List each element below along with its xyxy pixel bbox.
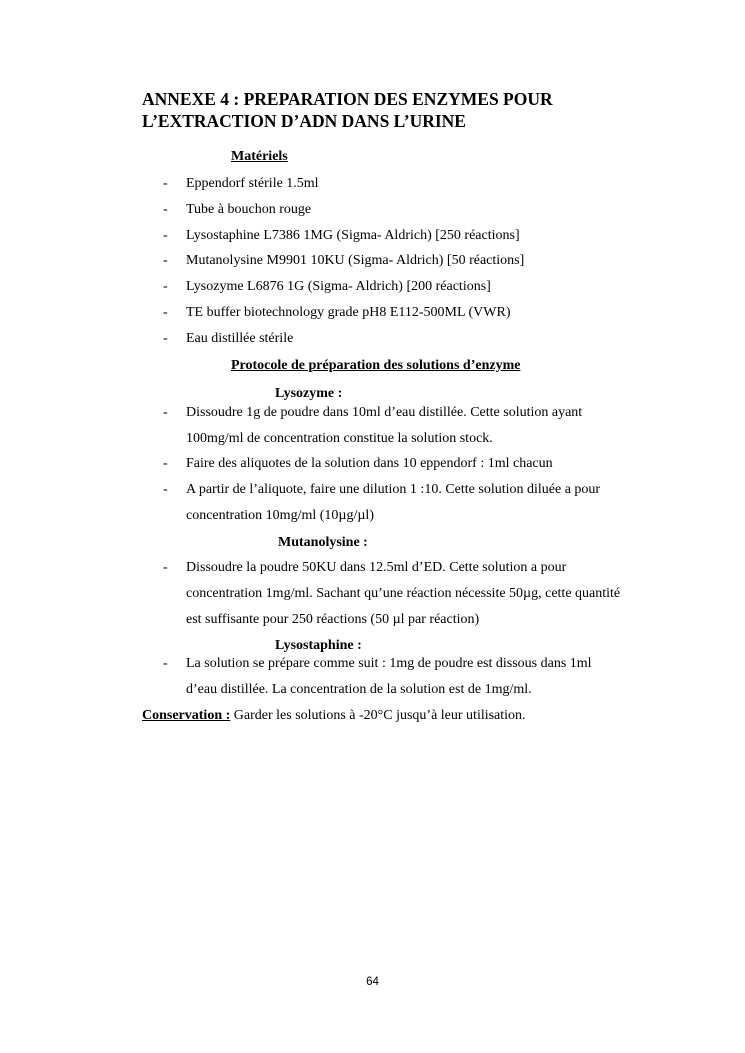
materials-heading: Matériels	[231, 149, 288, 164]
conservation-note	[142, 703, 526, 729]
page-number: 64	[366, 976, 379, 988]
step-text: Dissoudre 1g de poudre dans 10ml d’eau distillée. Cette solution ayant	[186, 405, 583, 420]
bullet-dash: -	[163, 279, 168, 294]
lysozyme-heading: Lysozyme :	[275, 386, 343, 401]
bullet-dash: -	[163, 405, 168, 420]
conservation-label: Conservation :	[142, 708, 231, 723]
conservation-text: Garder les solutions à -20°C jusqu’à leur utilisation.	[230, 708, 526, 723]
lysostaphine-heading: Lysostaphine :	[275, 638, 362, 653]
protocol-heading: Protocole de préparation des solutions d’enzyme	[231, 358, 521, 373]
bullet-dash: -	[163, 331, 168, 346]
materials-item-text: TE buffer biotechnology grade pH8 E112-500ML (VWR)	[186, 305, 511, 320]
bullet-dash: -	[163, 253, 168, 268]
step-text: Faire des aliquotes de la solution dans 10 eppendorf : 1ml chacun	[186, 456, 553, 471]
annex-title-line-2: L’EXTRACTION D’ADN DANS L’URINE	[142, 111, 466, 131]
step-continuation: est suffisante pour 250 réactions (50 µl par réaction)	[186, 612, 480, 627]
bullet-dash: -	[163, 456, 168, 471]
mutanolysine-heading: Mutanolysine :	[278, 535, 368, 550]
step-text: A partir de l’aliquote, faire une dilution 1 :10. Cette solution diluée a pour	[186, 482, 601, 497]
bullet-dash: -	[163, 202, 168, 217]
bullet-dash: -	[163, 656, 168, 671]
step-continuation: d’eau distillée. La concentration de la solution est de 1mg/ml.	[186, 682, 532, 697]
materials-item-text: Lysozyme L6876 1G (Sigma- Aldrich) [200 réactions]	[186, 279, 491, 294]
bullet-dash: -	[163, 482, 168, 497]
bullet-dash: -	[163, 176, 168, 191]
materials-item-text: Eppendorf stérile 1.5ml	[186, 176, 319, 191]
step-continuation: concentration 1mg/ml. Sachant qu’une réaction nécessite 50µg, cette quantité	[186, 586, 621, 601]
annex-title-line-1: ANNEXE 4 : PREPARATION DES ENZYMES POUR	[142, 89, 553, 109]
step-text: La solution se prépare comme suit : 1mg de poudre est dissous dans 1ml	[186, 656, 592, 671]
bullet-dash: -	[163, 305, 168, 320]
step-continuation: concentration 10mg/ml (10µg/µl)	[186, 508, 374, 523]
bullet-dash: -	[163, 228, 168, 243]
step-continuation: 100mg/ml de concentration constitue la solution stock.	[186, 431, 493, 446]
step-text: Dissoudre la poudre 50KU dans 12.5ml d’ED. Cette solution a pour	[186, 560, 567, 575]
materials-item-text: Tube à bouchon rouge	[186, 202, 312, 217]
annex-title	[142, 88, 662, 132]
materials-item-text: Eau distillée stérile	[186, 331, 294, 346]
bullet-dash: -	[163, 560, 168, 575]
materials-item-text: Mutanolysine M9901 10KU (Sigma- Aldrich) [50 réactions]	[186, 253, 525, 268]
materials-item-text: Lysostaphine L7386 1MG (Sigma- Aldrich) [250 réactions]	[186, 228, 520, 243]
